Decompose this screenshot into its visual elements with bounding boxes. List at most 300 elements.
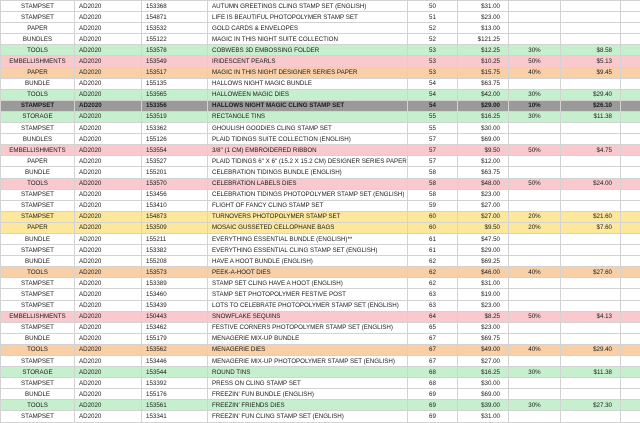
description-cell[interactable]: HAVE A HOOT BUNDLE (ENGLISH)	[208, 256, 408, 267]
discount-cell[interactable]	[509, 378, 561, 389]
discount-cell[interactable]: 10%	[509, 100, 561, 111]
price-cell[interactable]: $12.00	[458, 156, 509, 167]
table-row[interactable]	[1, 300, 640, 311]
page-cell[interactable]: 62	[408, 278, 458, 289]
table-row[interactable]	[1, 56, 640, 67]
category-cell[interactable]: STAMPSET	[1, 12, 75, 23]
discount-cell[interactable]: 40%	[509, 344, 561, 355]
page-cell[interactable]: 69	[408, 400, 458, 411]
item-number-cell[interactable]: 155179	[142, 333, 208, 344]
category-cell[interactable]: STAMPSET	[1, 278, 75, 289]
discount-cell[interactable]	[509, 156, 561, 167]
category-cell[interactable]: STAMPSET	[1, 189, 75, 200]
table-row[interactable]	[1, 45, 640, 56]
category-cell[interactable]: PAPER	[1, 23, 75, 34]
discount-cell[interactable]	[509, 167, 561, 178]
year-cell[interactable]: AD2020	[75, 67, 142, 78]
price-cell[interactable]: $69.00	[458, 134, 509, 145]
description-cell[interactable]: TURNOVERS PHOTOPOLYMER STAMP SET	[208, 211, 408, 222]
item-number-cell[interactable]: 153517	[142, 67, 208, 78]
category-cell[interactable]: BUNDLE	[1, 256, 75, 267]
item-number-cell[interactable]: 153554	[142, 145, 208, 156]
item-number-cell[interactable]: 153544	[142, 367, 208, 378]
sale-price-cell[interactable]	[561, 34, 621, 45]
category-cell[interactable]: BUNDLE	[1, 333, 75, 344]
discount-cell[interactable]: 30%	[509, 400, 561, 411]
price-cell[interactable]: $27.00	[458, 211, 509, 222]
item-number-cell[interactable]: 153456	[142, 189, 208, 200]
sale-price-cell[interactable]	[561, 333, 621, 344]
discount-cell[interactable]: 20%	[509, 222, 561, 233]
discount-cell[interactable]: 40%	[509, 267, 561, 278]
page-cell[interactable]: 53	[408, 56, 458, 67]
year-cell[interactable]: AD2020	[75, 211, 142, 222]
category-cell[interactable]: STAMPSET	[1, 356, 75, 367]
category-cell[interactable]: PAPER	[1, 67, 75, 78]
item-number-cell[interactable]: 153549	[142, 56, 208, 67]
empty-cell[interactable]	[621, 333, 640, 344]
year-cell[interactable]: AD2020	[75, 311, 142, 322]
page-cell[interactable]: 54	[408, 89, 458, 100]
sale-price-cell[interactable]	[561, 378, 621, 389]
page-cell[interactable]: 68	[408, 378, 458, 389]
price-cell[interactable]: $69.25	[458, 256, 509, 267]
description-cell[interactable]: PLAID TIDINGS 6" X 6" (15.2 X 15.2 CM) DESIGNER SERIES PAPER	[208, 156, 408, 167]
empty-cell[interactable]	[621, 123, 640, 134]
sale-price-cell[interactable]: $26.10	[561, 100, 621, 111]
price-cell[interactable]: $49.00	[458, 344, 509, 355]
page-cell[interactable]: 67	[408, 333, 458, 344]
page-cell[interactable]: 57	[408, 134, 458, 145]
description-cell[interactable]: 3/8" (1 CM) EMBROIDERED RIBBON	[208, 145, 408, 156]
table-row[interactable]	[1, 12, 640, 23]
discount-cell[interactable]	[509, 289, 561, 300]
discount-cell[interactable]	[509, 200, 561, 211]
description-cell[interactable]: HALLOWEEN MAGIC DIES	[208, 89, 408, 100]
empty-cell[interactable]	[621, 67, 640, 78]
description-cell[interactable]: HALLOWS NIGHT MAGIC CLING STAMP SET	[208, 100, 408, 111]
table-row[interactable]	[1, 233, 640, 244]
item-number-cell[interactable]: 155201	[142, 167, 208, 178]
category-cell[interactable]: TOOLS	[1, 267, 75, 278]
discount-cell[interactable]: 50%	[509, 178, 561, 189]
page-cell[interactable]: 59	[408, 200, 458, 211]
price-cell[interactable]: $39.00	[458, 400, 509, 411]
item-number-cell[interactable]: 153573	[142, 267, 208, 278]
sale-price-cell[interactable]: $29.40	[561, 344, 621, 355]
table-row[interactable]	[1, 34, 640, 45]
sale-price-cell[interactable]	[561, 12, 621, 23]
year-cell[interactable]: AD2020	[75, 111, 142, 122]
empty-cell[interactable]	[621, 344, 640, 355]
table-row[interactable]	[1, 123, 640, 134]
category-cell[interactable]: TOOLS	[1, 89, 75, 100]
price-cell[interactable]: $31.00	[458, 278, 509, 289]
sale-price-cell[interactable]: $24.00	[561, 178, 621, 189]
discount-cell[interactable]	[509, 189, 561, 200]
empty-cell[interactable]	[621, 211, 640, 222]
sale-price-cell[interactable]	[561, 245, 621, 256]
discount-cell[interactable]	[509, 78, 561, 89]
year-cell[interactable]: AD2020	[75, 400, 142, 411]
price-cell[interactable]: $30.00	[458, 123, 509, 134]
discount-cell[interactable]	[509, 300, 561, 311]
table-row[interactable]	[1, 1, 640, 12]
page-cell[interactable]: 54	[408, 78, 458, 89]
sale-price-cell[interactable]: $29.40	[561, 89, 621, 100]
sale-price-cell[interactable]	[561, 278, 621, 289]
table-row[interactable]	[1, 156, 640, 167]
page-cell[interactable]: 69	[408, 389, 458, 400]
table-row[interactable]	[1, 245, 640, 256]
description-cell[interactable]: ROUND TINS	[208, 367, 408, 378]
empty-cell[interactable]	[621, 78, 640, 89]
price-cell[interactable]: $29.00	[458, 100, 509, 111]
item-number-cell[interactable]: 153562	[142, 344, 208, 355]
description-cell[interactable]: FLIGHT OF FANCY CLING STAMP SET	[208, 200, 408, 211]
description-cell[interactable]: HALLOWS NIGHT MAGIC BUNDLE	[208, 78, 408, 89]
price-cell[interactable]: $31.00	[458, 411, 509, 422]
page-cell[interactable]: 62	[408, 256, 458, 267]
table-row[interactable]	[1, 356, 640, 367]
page-cell[interactable]: 54	[408, 100, 458, 111]
price-cell[interactable]: $12.25	[458, 45, 509, 56]
item-number-cell[interactable]: 153565	[142, 89, 208, 100]
description-cell[interactable]: SNOWFLAKE SEQUINS	[208, 311, 408, 322]
empty-cell[interactable]	[621, 389, 640, 400]
table-row[interactable]	[1, 322, 640, 333]
table-row[interactable]	[1, 200, 640, 211]
category-cell[interactable]: STAMPSET	[1, 1, 75, 12]
table-row[interactable]	[1, 89, 640, 100]
discount-cell[interactable]: 50%	[509, 56, 561, 67]
price-cell[interactable]: $9.50	[458, 145, 509, 156]
category-cell[interactable]: STAMPSET	[1, 245, 75, 256]
item-number-cell[interactable]: 153368	[142, 1, 208, 12]
sale-price-cell[interactable]	[561, 200, 621, 211]
category-cell[interactable]: TOOLS	[1, 45, 75, 56]
category-cell[interactable]: BUNDLE	[1, 389, 75, 400]
item-number-cell[interactable]: 153570	[142, 178, 208, 189]
year-cell[interactable]: AD2020	[75, 45, 142, 56]
discount-cell[interactable]	[509, 23, 561, 34]
year-cell[interactable]: AD2020	[75, 23, 142, 34]
sale-price-cell[interactable]: $27.30	[561, 400, 621, 411]
empty-cell[interactable]	[621, 289, 640, 300]
page-cell[interactable]: 52	[408, 34, 458, 45]
empty-cell[interactable]	[621, 45, 640, 56]
sale-price-cell[interactable]	[561, 300, 621, 311]
discount-cell[interactable]	[509, 245, 561, 256]
description-cell[interactable]: GOLD CARDS & ENVELOPES	[208, 23, 408, 34]
price-cell[interactable]: $23.00	[458, 12, 509, 23]
empty-cell[interactable]	[621, 12, 640, 23]
item-number-cell[interactable]: 153341	[142, 411, 208, 422]
category-cell[interactable]: STAMPSET	[1, 100, 75, 111]
page-cell[interactable]: 58	[408, 178, 458, 189]
item-number-cell[interactable]: 150443	[142, 311, 208, 322]
item-number-cell[interactable]: 153362	[142, 123, 208, 134]
page-cell[interactable]: 50	[408, 1, 458, 12]
description-cell[interactable]: GHOULISH GOODIES CLING STAMP SET	[208, 123, 408, 134]
page-cell[interactable]: 52	[408, 23, 458, 34]
item-number-cell[interactable]: 153532	[142, 23, 208, 34]
year-cell[interactable]: AD2020	[75, 12, 142, 23]
item-number-cell[interactable]: 153462	[142, 322, 208, 333]
sale-price-cell[interactable]: $27.60	[561, 267, 621, 278]
empty-cell[interactable]	[621, 322, 640, 333]
sale-price-cell[interactable]	[561, 256, 621, 267]
page-cell[interactable]: 64	[408, 311, 458, 322]
price-cell[interactable]: $9.50	[458, 222, 509, 233]
year-cell[interactable]: AD2020	[75, 123, 142, 134]
empty-cell[interactable]	[621, 245, 640, 256]
category-cell[interactable]: STAMPSET	[1, 411, 75, 422]
item-number-cell[interactable]: 155122	[142, 34, 208, 45]
page-cell[interactable]: 60	[408, 222, 458, 233]
discount-cell[interactable]: 50%	[509, 311, 561, 322]
description-cell[interactable]: FESTIVE CORNERS PHOTOPOLYMER STAMP SET (ENGLISH)	[208, 322, 408, 333]
year-cell[interactable]: AD2020	[75, 333, 142, 344]
discount-cell[interactable]	[509, 233, 561, 244]
description-cell[interactable]: MENAGERIE MIX-UP PHOTOPOLYMER STAMP SET (ENGLISH)	[208, 356, 408, 367]
item-number-cell[interactable]: 155211	[142, 233, 208, 244]
table-row[interactable]	[1, 289, 640, 300]
table-row[interactable]	[1, 400, 640, 411]
description-cell[interactable]: LIFE IS BEAUTIFUL PHOTOPOLYMER STAMP SET	[208, 12, 408, 23]
table-row[interactable]	[1, 189, 640, 200]
category-cell[interactable]: STAMPSET	[1, 289, 75, 300]
item-number-cell[interactable]: 153382	[142, 245, 208, 256]
description-cell[interactable]: MOSAIC GUSSETED CELLOPHANE BAGS	[208, 222, 408, 233]
description-cell[interactable]: CELEBRATION LABELS DIES	[208, 178, 408, 189]
page-cell[interactable]: 58	[408, 167, 458, 178]
sale-price-cell[interactable]	[561, 134, 621, 145]
price-cell[interactable]: $47.50	[458, 233, 509, 244]
page-cell[interactable]: 57	[408, 145, 458, 156]
category-cell[interactable]: BUNDLES	[1, 34, 75, 45]
year-cell[interactable]: AD2020	[75, 34, 142, 45]
description-cell[interactable]: MENAGERIE DIES	[208, 344, 408, 355]
category-cell[interactable]: EMBELLISHMENTS	[1, 311, 75, 322]
price-cell[interactable]: $42.00	[458, 89, 509, 100]
sale-price-cell[interactable]	[561, 156, 621, 167]
sale-price-cell[interactable]	[561, 233, 621, 244]
sale-price-cell[interactable]	[561, 123, 621, 134]
description-cell[interactable]: CELEBRATION TIDINGS BUNDLE (ENGLISH)	[208, 167, 408, 178]
description-cell[interactable]: RECTANGLE TINS	[208, 111, 408, 122]
year-cell[interactable]: AD2020	[75, 356, 142, 367]
sale-price-cell[interactable]: $4.13	[561, 311, 621, 322]
empty-cell[interactable]	[621, 311, 640, 322]
item-number-cell[interactable]: 153561	[142, 400, 208, 411]
price-cell[interactable]: $19.00	[458, 289, 509, 300]
table-row[interactable]	[1, 111, 640, 122]
year-cell[interactable]: AD2020	[75, 278, 142, 289]
page-cell[interactable]: 61	[408, 233, 458, 244]
page-cell[interactable]: 69	[408, 411, 458, 422]
table-row[interactable]	[1, 367, 640, 378]
description-cell[interactable]: MAGIC IN THIS NIGHT SUITE COLLECTION	[208, 34, 408, 45]
description-cell[interactable]: STAMP SET PHOTOPOLYMER FESTIVE POST	[208, 289, 408, 300]
year-cell[interactable]: AD2020	[75, 389, 142, 400]
price-cell[interactable]: $63.75	[458, 167, 509, 178]
discount-cell[interactable]	[509, 333, 561, 344]
table-row[interactable]	[1, 344, 640, 355]
price-cell[interactable]: $30.00	[458, 378, 509, 389]
category-cell[interactable]: BUNDLE	[1, 167, 75, 178]
empty-cell[interactable]	[621, 178, 640, 189]
item-number-cell[interactable]: 153356	[142, 100, 208, 111]
item-number-cell[interactable]: 155208	[142, 256, 208, 267]
year-cell[interactable]: AD2020	[75, 222, 142, 233]
sale-price-cell[interactable]	[561, 389, 621, 400]
year-cell[interactable]: AD2020	[75, 100, 142, 111]
empty-cell[interactable]	[621, 23, 640, 34]
table-row[interactable]	[1, 178, 640, 189]
empty-cell[interactable]	[621, 189, 640, 200]
table-row[interactable]	[1, 145, 640, 156]
description-cell[interactable]: AUTUMN GREETINGS CLING STAMP SET (ENGLISH)	[208, 1, 408, 12]
price-cell[interactable]: $23.00	[458, 322, 509, 333]
category-cell[interactable]: STORAGE	[1, 111, 75, 122]
empty-cell[interactable]	[621, 300, 640, 311]
empty-cell[interactable]	[621, 267, 640, 278]
discount-cell[interactable]: 20%	[509, 211, 561, 222]
price-cell[interactable]: $27.00	[458, 356, 509, 367]
sale-price-cell[interactable]	[561, 167, 621, 178]
item-number-cell[interactable]: 153460	[142, 289, 208, 300]
sale-price-cell[interactable]: $8.58	[561, 45, 621, 56]
description-cell[interactable]: IRIDESCENT PEARLS	[208, 56, 408, 67]
empty-cell[interactable]	[621, 411, 640, 422]
page-cell[interactable]: 51	[408, 12, 458, 23]
discount-cell[interactable]: 30%	[509, 89, 561, 100]
item-number-cell[interactable]: 153446	[142, 356, 208, 367]
price-cell[interactable]: $15.75	[458, 67, 509, 78]
empty-cell[interactable]	[621, 356, 640, 367]
page-cell[interactable]: 55	[408, 123, 458, 134]
discount-cell[interactable]: 50%	[509, 145, 561, 156]
item-number-cell[interactable]: 153509	[142, 222, 208, 233]
year-cell[interactable]: AD2020	[75, 56, 142, 67]
year-cell[interactable]: AD2020	[75, 300, 142, 311]
sale-price-cell[interactable]	[561, 411, 621, 422]
year-cell[interactable]: AD2020	[75, 367, 142, 378]
category-cell[interactable]: STAMPSET	[1, 211, 75, 222]
page-cell[interactable]: 53	[408, 45, 458, 56]
empty-cell[interactable]	[621, 256, 640, 267]
year-cell[interactable]: AD2020	[75, 322, 142, 333]
item-number-cell[interactable]: 153519	[142, 111, 208, 122]
description-cell[interactable]: PRESS ON CLING STAMP SET	[208, 378, 408, 389]
sale-price-cell[interactable]: $11.38	[561, 367, 621, 378]
table-row[interactable]	[1, 267, 640, 278]
item-number-cell[interactable]: 153578	[142, 45, 208, 56]
table-row[interactable]	[1, 278, 640, 289]
discount-cell[interactable]	[509, 34, 561, 45]
item-number-cell[interactable]: 155135	[142, 78, 208, 89]
discount-cell[interactable]	[509, 411, 561, 422]
empty-cell[interactable]	[621, 378, 640, 389]
empty-cell[interactable]	[621, 222, 640, 233]
category-cell[interactable]: STORAGE	[1, 367, 75, 378]
page-cell[interactable]: 55	[408, 111, 458, 122]
sale-price-cell[interactable]: $9.45	[561, 67, 621, 78]
table-row[interactable]	[1, 23, 640, 34]
empty-cell[interactable]	[621, 400, 640, 411]
price-cell[interactable]: $23.00	[458, 300, 509, 311]
table-row[interactable]	[1, 67, 640, 78]
category-cell[interactable]: TOOLS	[1, 400, 75, 411]
description-cell[interactable]: EVERYTHING ESSENTIAL CLING STAMP SET (ENGLISH)	[208, 245, 408, 256]
discount-cell[interactable]	[509, 278, 561, 289]
table-row[interactable]	[1, 222, 640, 233]
sale-price-cell[interactable]: $11.38	[561, 111, 621, 122]
page-cell[interactable]: 57	[408, 156, 458, 167]
description-cell[interactable]: MENAGERIE MIX-UP BUNDLE	[208, 333, 408, 344]
sale-price-cell[interactable]	[561, 356, 621, 367]
year-cell[interactable]: AD2020	[75, 145, 142, 156]
price-cell[interactable]: $69.75	[458, 333, 509, 344]
page-cell[interactable]: 58	[408, 189, 458, 200]
price-cell[interactable]: $121.25	[458, 34, 509, 45]
empty-cell[interactable]	[621, 111, 640, 122]
category-cell[interactable]: EMBELLISHMENTS	[1, 56, 75, 67]
category-cell[interactable]: STAMPSET	[1, 200, 75, 211]
sale-price-cell[interactable]: $7.60	[561, 222, 621, 233]
sale-price-cell[interactable]	[561, 23, 621, 34]
description-cell[interactable]: MAGIC IN THIS NIGHT DESIGNER SERIES PAPER	[208, 67, 408, 78]
description-cell[interactable]: PLAID TIDINGS SUITE COLLECTION (ENGLISH)	[208, 134, 408, 145]
table-row[interactable]	[1, 411, 640, 422]
page-cell[interactable]: 68	[408, 367, 458, 378]
page-cell[interactable]: 63	[408, 300, 458, 311]
table-row[interactable]	[1, 100, 640, 111]
sale-price-cell[interactable]	[561, 1, 621, 12]
item-number-cell[interactable]: 153439	[142, 300, 208, 311]
table-row[interactable]	[1, 167, 640, 178]
empty-cell[interactable]	[621, 134, 640, 145]
year-cell[interactable]: AD2020	[75, 178, 142, 189]
price-cell[interactable]: $31.00	[458, 1, 509, 12]
item-number-cell[interactable]: 153527	[142, 156, 208, 167]
year-cell[interactable]: AD2020	[75, 200, 142, 211]
discount-cell[interactable]	[509, 1, 561, 12]
discount-cell[interactable]: 30%	[509, 111, 561, 122]
discount-cell[interactable]	[509, 134, 561, 145]
discount-cell[interactable]: 30%	[509, 367, 561, 378]
discount-cell[interactable]	[509, 389, 561, 400]
sale-price-cell[interactable]: $4.75	[561, 145, 621, 156]
year-cell[interactable]: AD2020	[75, 378, 142, 389]
year-cell[interactable]: AD2020	[75, 89, 142, 100]
table-row[interactable]	[1, 134, 640, 145]
discount-cell[interactable]	[509, 12, 561, 23]
price-cell[interactable]: $48.00	[458, 178, 509, 189]
category-cell[interactable]: STAMPSET	[1, 300, 75, 311]
description-cell[interactable]: STAMP SET CLING HAVE A HOOT (ENGLISH)	[208, 278, 408, 289]
page-cell[interactable]: 63	[408, 289, 458, 300]
discount-cell[interactable]	[509, 123, 561, 134]
description-cell[interactable]: EVERYTHING ESSENTIAL BUNDLE (ENGLISH)**	[208, 233, 408, 244]
discount-cell[interactable]	[509, 322, 561, 333]
page-cell[interactable]: 67	[408, 356, 458, 367]
price-cell[interactable]: $27.00	[458, 200, 509, 211]
description-cell[interactable]: PEEK-A-HOOT DIES	[208, 267, 408, 278]
discount-cell[interactable]: 40%	[509, 67, 561, 78]
page-cell[interactable]: 62	[408, 267, 458, 278]
